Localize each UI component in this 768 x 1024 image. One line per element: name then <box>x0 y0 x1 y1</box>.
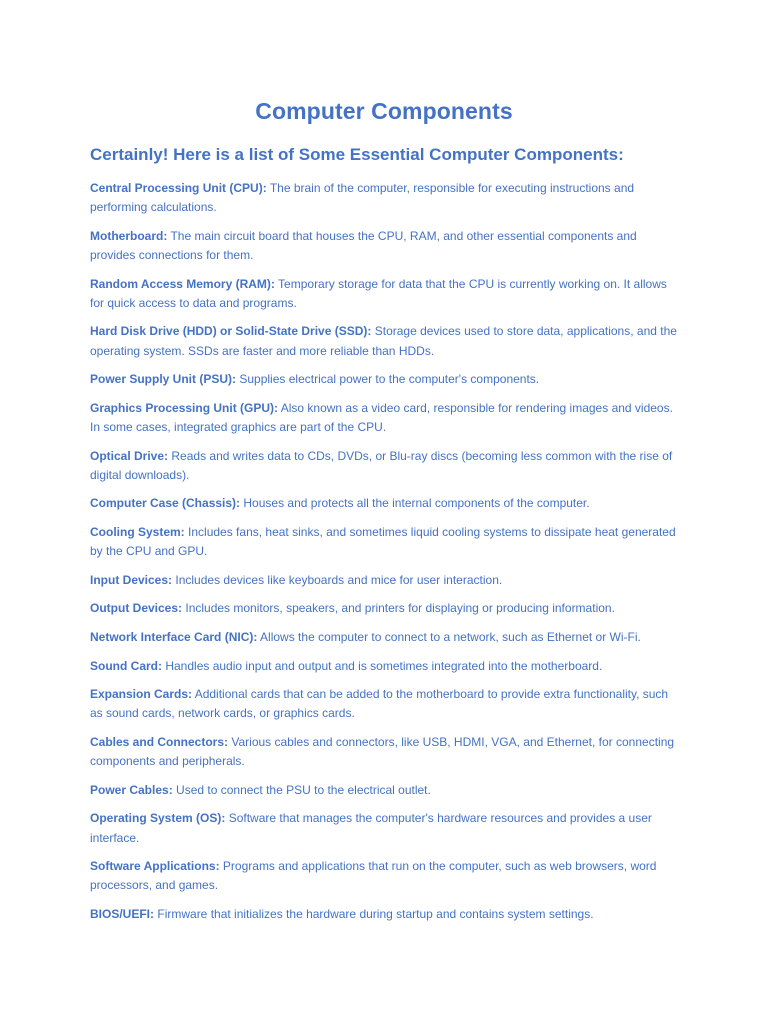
item-description: Programs and applications that run on the computer, such as web browsers, word processors, and games. <box>90 859 657 893</box>
list-item <box>90 447 678 485</box>
list-item <box>90 857 678 895</box>
item-term: Graphics Processing Unit (GPU): <box>90 400 279 415</box>
list-item <box>90 370 678 389</box>
page-subtitle: Certainly! Here is a list of Some Essential Computer Components: <box>90 145 624 164</box>
item-term: Operating System (OS): <box>90 811 226 826</box>
list-item <box>90 905 678 924</box>
list-item <box>90 733 678 771</box>
list-item <box>90 322 678 360</box>
list-item <box>90 685 678 723</box>
list-item <box>90 657 678 676</box>
item-description: Allows the computer to connect to a network, such as Ethernet or Wi-Fi. <box>260 629 641 644</box>
item-term: Sound Card: <box>90 658 162 673</box>
item-term: Output Devices: <box>90 601 183 616</box>
item-term: Cables and Connectors: <box>90 734 229 749</box>
item-description: Includes devices like keyboards and mice for user interaction. <box>175 572 503 587</box>
item-term: Expansion Cards: <box>90 687 193 702</box>
item-term: Power Cables: <box>90 782 173 797</box>
component-list <box>90 179 678 924</box>
item-description: Various cables and connectors, like USB, HDMI, VGA, and Ethernet, for connecting components and peripherals. <box>90 734 675 769</box>
page-title: Computer Components <box>255 98 513 124</box>
list-item <box>90 571 678 590</box>
item-term: Central Processing Unit (CPU): <box>90 181 267 195</box>
item-term: Cooling System: <box>90 524 185 539</box>
list-item <box>90 227 678 265</box>
item-term: BIOS/UEFI: <box>90 906 155 921</box>
list-item <box>90 809 678 847</box>
item-term: Network Interface Card (NIC): <box>90 629 258 644</box>
item-description: Firmware that initializes the hardware during startup and contains system settings. <box>157 906 594 921</box>
item-description: Houses and protects all the internal components of the computer. <box>243 496 590 511</box>
list-item <box>90 275 678 313</box>
item-description: Also known as a video card, responsible for rendering images and videos. In some cases, integrated graphics are part of the CPU. <box>90 400 673 434</box>
item-description: Supplies electrical power to the computer's components. <box>239 372 540 387</box>
item-term: Optical Drive: <box>90 448 169 463</box>
item-term: Power Supply Unit (PSU): <box>90 372 237 387</box>
list-item <box>90 494 678 513</box>
list-item <box>90 523 678 561</box>
list-item <box>90 628 678 647</box>
item-description: Reads and writes data to CDs, DVDs, or Blu-ray discs (becoming less common with the rise of digital downloads). <box>90 448 673 482</box>
list-item <box>90 781 678 800</box>
item-description: Additional cards that can be added to the motherboard to provide extra functionality, such as sound cards, network cards, or graphics cards. <box>90 687 669 721</box>
list-item <box>90 599 678 618</box>
list-item <box>90 179 678 217</box>
item-description: Includes monitors, speakers, and printers for displaying or producing information. <box>185 601 615 616</box>
item-term: Motherboard: <box>90 228 168 243</box>
item-description: Used to connect the PSU to the electrical outlet. <box>176 782 431 797</box>
item-description: Software that manages the computer's hardware resources and provides a user interface. <box>90 811 652 845</box>
item-description: The main circuit board that houses the CPU, RAM, and other essential components and provides connections for them. <box>90 228 637 262</box>
item-description: Temporary storage for data that the CPU is currently working on. It allows for quick access to data and programs. <box>90 276 667 310</box>
item-description: The brain of the computer, responsible for executing instructions and performing calculations. <box>90 181 635 215</box>
item-term: Input Devices: <box>90 572 173 587</box>
item-term: Software Applications: <box>90 859 220 874</box>
item-description: Storage devices used to store data, applications, and the operating system. SSDs are faster and more reliable than HDDs. <box>90 324 677 358</box>
list-item <box>90 399 678 437</box>
item-description: Handles audio input and output and is sometimes integrated into the motherboard. <box>165 658 603 673</box>
item-description: Includes fans, heat sinks, and sometimes liquid cooling systems to dissipate heat generated by the CPU and GPU. <box>90 524 676 559</box>
item-term: Computer Case (Chassis): <box>90 496 241 511</box>
item-term: Random Access Memory (RAM): <box>90 276 275 291</box>
item-term: Hard Disk Drive (HDD) or Solid-State Drive (SSD): <box>90 324 372 339</box>
